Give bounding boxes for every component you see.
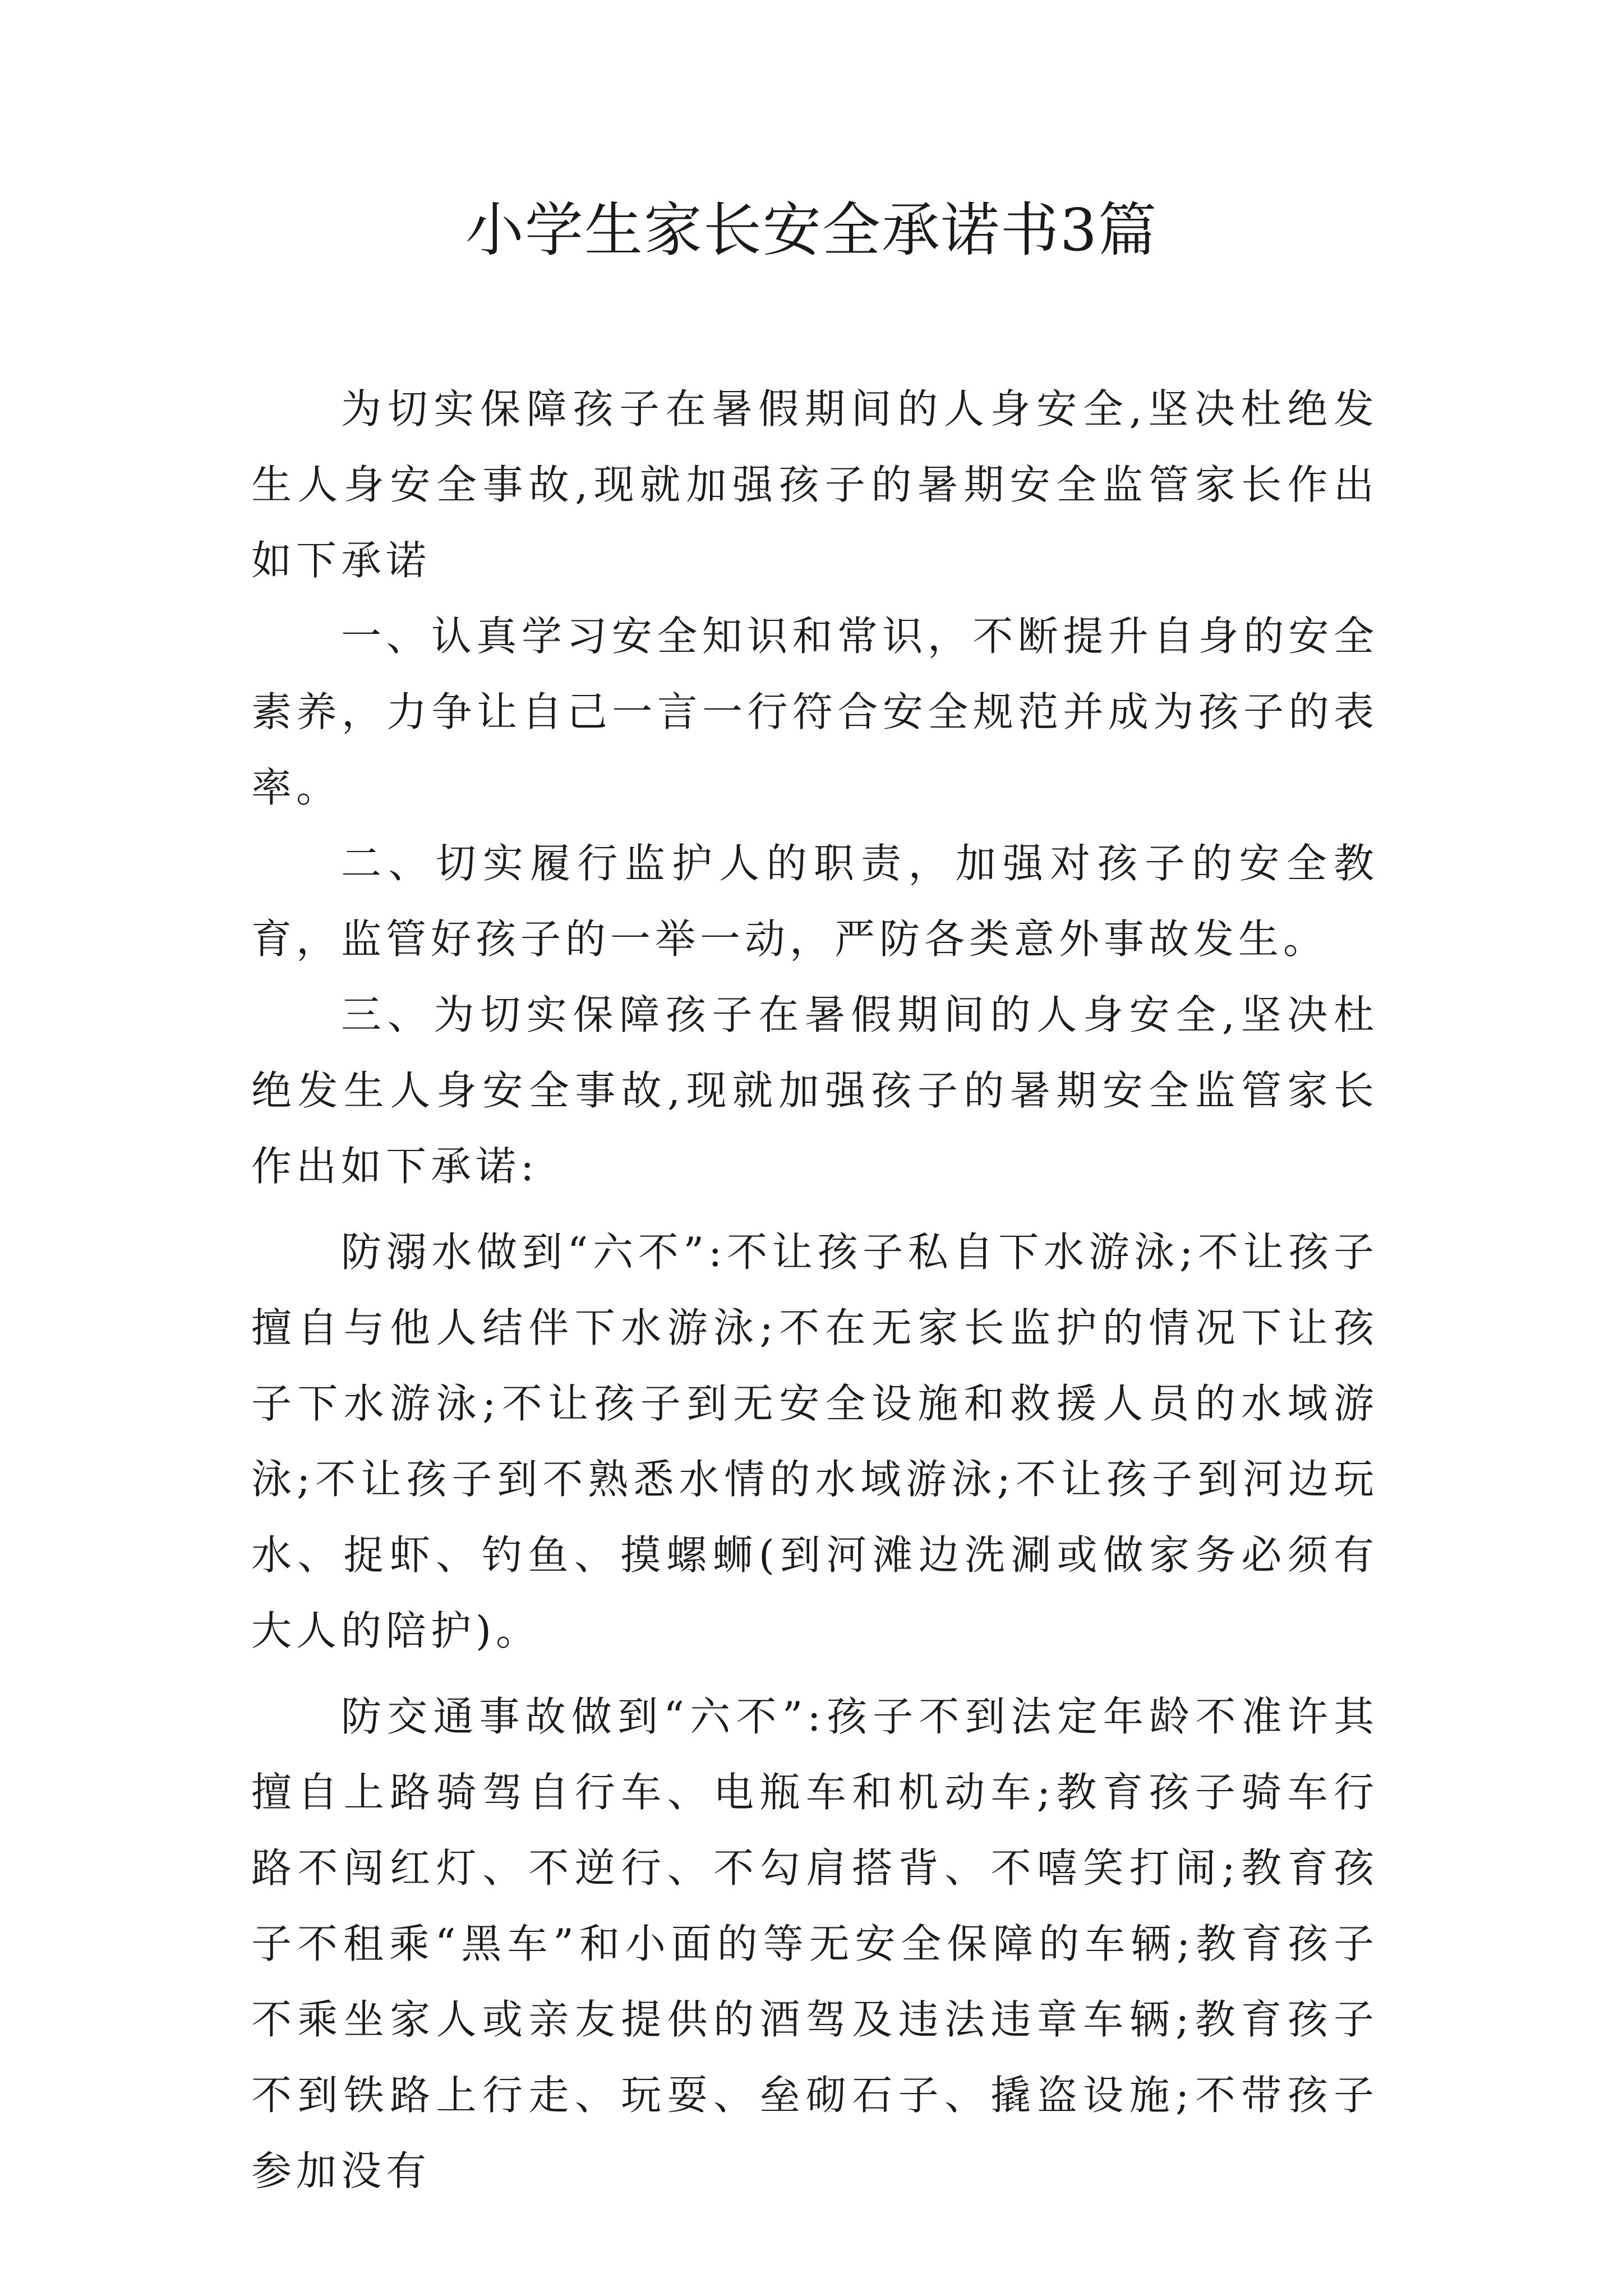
paragraph-item-1: 一、认真学习安全知识和常识，不断提升自身的安全素养，力争让自己一言一行符合安全规范并成为孩子的表率。	[251, 613, 1378, 811]
document-body	[251, 371, 1378, 2209]
paragraph-intro: 为切实保障孩子在暑假期间的人身安全,坚决杜绝发生人身安全事故,现就加强孩子的暑期安全监管家长作出如下承诺	[251, 385, 1378, 584]
paragraph-item-3: 三、为切实保障孩子在暑假期间的人身安全,坚决杜绝发生人身安全事故,现就加强孩子的暑期安全监管家长作出如下承诺:	[251, 991, 1378, 1190]
document-title: 小学生家长安全承诺书3篇	[465, 196, 1158, 264]
paragraph-traffic-prevention: 防交通事故做到“六不”:孩子不到法定年龄不准许其擅自上路骑驾自行车、电瓶车和机动车;教育孩子骑车行路不闯红灯、不逆行、不勾肩搭背、不嘻笑打闹;教育孩子不租乘“黑车”和小面的等无安全保障的车辆;教育孩子不乘坐家人或亲友提供的酒驾及违法违章车辆;教育孩子不到铁路上行走、玩耍、垒砌石子、撬盗设施;不带孩子参加没有	[251, 1693, 1378, 2194]
paragraph-drowning-prevention: 防溺水做到“六不”:不让孩子私自下水游泳;不让孩子擅自与他人结伴下水游泳;不在无家长监护的情况下让孩子下水游泳;不让孩子到无安全设施和救援人员的水域游泳;不让孩子到不熟悉水情的水域游泳;不让孩子到河边玩水、捉虾、钓鱼、摸螺蛳(到河滩边洗涮或做家务必须有大人的陪护)。	[251, 1228, 1378, 1654]
paragraph-item-2: 二、切实履行监护人的职责，加强对孩子的安全教育，监管好孩子的一举一动，严防各类意外事故发生。	[251, 840, 1378, 963]
